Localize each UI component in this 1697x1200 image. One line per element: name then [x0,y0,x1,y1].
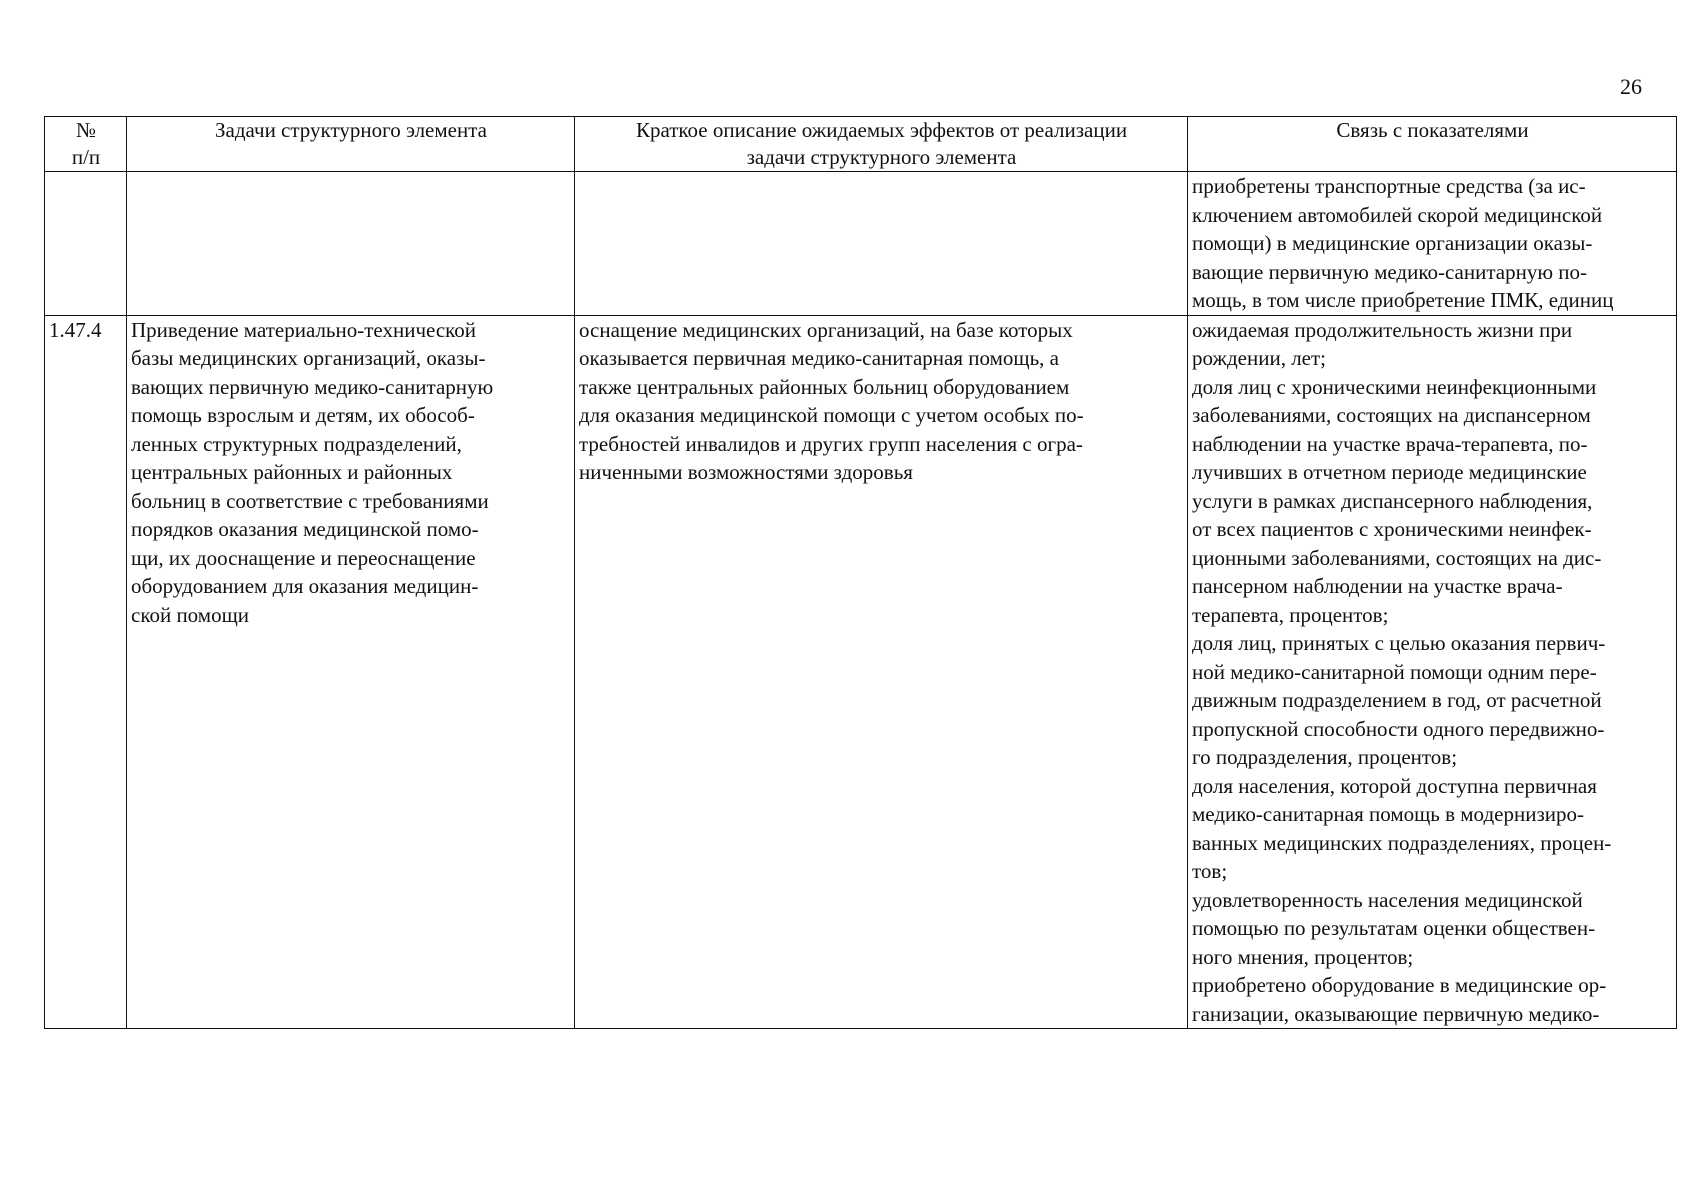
text-line: оснащение медицинских организаций, на базе которых [579,317,1073,342]
text-line: больниц в соответствие с требованиями [131,488,489,513]
text-line: требностей инвалидов и других групп населения с огра- [579,431,1083,456]
text-line: от всех пациентов с хроническими неинфек- [1192,517,1592,541]
cell-tasks [127,315,575,1029]
page-number: 26 [1620,74,1642,99]
cell-num: 1.47.4 [45,315,127,1029]
text-line: ганизации, оказывающие первичную медико- [1192,1001,1600,1026]
text-line: порядков оказания медицинской помо- [131,517,479,541]
text-line: движным подразделением в год, от расчетной [1192,688,1602,712]
text-line: Краткое описание ожидаемых эффектов от реализации [635,118,1128,142]
cell-num [45,172,127,316]
text-line: лучивших в отчетном периоде медицинские [1192,460,1587,484]
text-line: ленных структурных подразделений, [131,431,462,456]
text-line: доля населения, которой доступна первичная [1192,773,1597,798]
text-line: заболеваниями, состоящих на диспансерном [1192,403,1591,427]
cell-indicators [1188,172,1677,316]
text-line: базы медицинских организаций, оказы- [131,346,486,370]
table-header-row [45,117,1677,172]
text-line: оборудованием для оказания медицин- [131,574,479,598]
text-line: ской помощи [131,602,249,627]
text-line: помощью по результатам оценки обществен- [1192,916,1596,940]
cell-effects [575,315,1188,1029]
text-line: приобретены транспортные средства (за ис- [1192,174,1586,198]
text-line: также центральных районных больниц оборудованием [579,374,1070,399]
text-line: ционными заболеваниями, состоящих на дис- [1192,545,1602,570]
text-line: доля лиц с хроническими неинфекционными [1192,374,1597,399]
text-line: Задачи структурного элемента [215,118,487,142]
text-line: вающих первичную медико-санитарную [131,374,494,399]
header-num [45,117,127,172]
cell-indicators [1188,315,1677,1029]
text-line: ной медико-санитарной помощи одним пере- [1192,659,1597,684]
text-line: помощи) в медицинские организации оказы- [1192,231,1593,255]
header-tasks [127,117,575,172]
text-line: центральных районных и районных [131,460,453,484]
cell-tasks [127,172,575,316]
text-line: ванных медицинских подразделениях, процен- [1192,830,1612,855]
text-line: пропускной способности одного передвижно- [1192,716,1605,741]
text-line: медико-санитарная помощь в модернизиро- [1192,802,1584,826]
text-line: приобретено оборудование в медицинские ор- [1192,973,1607,997]
text-line: п/п [71,145,101,169]
text-line: го подразделения, процентов; [1192,745,1458,769]
text-line: пансерном наблюдении на участке врача- [1192,574,1563,598]
text-line: оказывается первичная медико-санитарная помощь, а [579,346,1059,370]
header-effects [575,117,1188,172]
text-line: рождении, лет; [1192,346,1327,370]
text-line: ключением автомобилей скорой медицинской [1192,202,1603,227]
measures-table [44,116,1677,1029]
text-line: ожидаемая продолжительность жизни при [1192,317,1573,342]
text-line: задачи структурного элемента [746,145,1017,169]
text-line: тов; [1192,859,1228,883]
table-row-continued [45,172,1677,316]
text-line: Связь с показателями [1336,118,1529,142]
text-line: удовлетворенность населения медицинской [1192,887,1583,912]
text-line: щи, их дооснащение и переоснащение [131,545,476,570]
text-line: ного мнения, процентов; [1192,944,1414,969]
table-row-1-47-4 [45,315,1677,1029]
text-line: наблюдении на участке врача-терапевта, по- [1192,431,1588,456]
text-line: мощь, в том числе приобретение ПМК, единиц [1192,288,1614,312]
text-line: № [75,118,97,142]
header-indicators [1188,117,1677,172]
text-line: помощь взрослым и детям, их обособ- [131,403,475,427]
text-line: доля лиц, принятых с целью оказания первич- [1192,631,1606,655]
text-line: для оказания медицинской помощи с учетом особых по- [579,403,1084,427]
text-line: вающие первичную медико-санитарную по- [1192,259,1588,284]
text-line: Приведение материально-технической [131,317,477,342]
text-line: терапевта, процентов; [1192,602,1389,627]
text-line: услуги в рамках диспансерного наблюдения, [1192,488,1593,513]
cell-effects [575,172,1188,316]
text-line: ниченными возможностями здоровья [579,460,913,484]
